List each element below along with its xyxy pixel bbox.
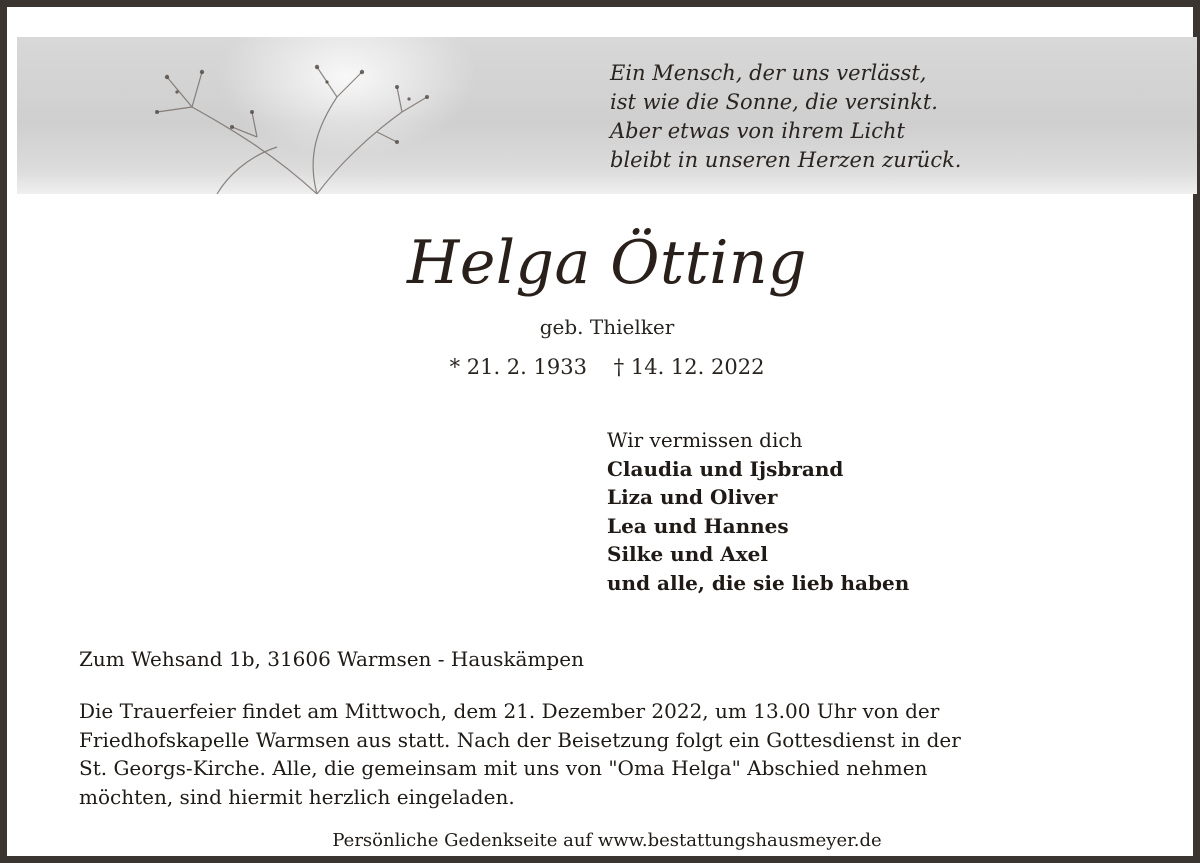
poem-line: bleibt in unseren Herzen zurück. xyxy=(610,148,962,172)
service-line: möchten, sind hiermit herzlich eingeladen. xyxy=(79,784,515,809)
family-intro: Wir vermissen dich xyxy=(607,428,803,452)
family-member: Silke und Axel xyxy=(607,542,768,566)
maiden-name: geb. Thielker xyxy=(539,315,675,339)
poem-line: Aber etwas von ihrem Licht xyxy=(610,119,905,143)
poem-line: Ein Mensch, der uns verlässt, xyxy=(610,61,927,85)
family-member: und alle, die sie lieb haben xyxy=(607,570,910,595)
deceased-name: Helga Ötting xyxy=(407,228,807,298)
poem-line: ist wie die Sonne, die versinkt. xyxy=(610,90,938,114)
family-member: Claudia und Ijsbrand xyxy=(607,456,844,481)
memorial-poem xyxy=(610,59,961,175)
family-signatures xyxy=(607,426,909,597)
service-line: Friedhofskapelle Warmsen aus statt. Nach der Beisetzung folgt ein Gottesdienst in der xyxy=(79,727,961,752)
memorial-website-link[interactable]: Persönliche Gedenkseite auf www.bestattungshausmeyer.de xyxy=(332,830,882,851)
family-member: Lea und Hannes xyxy=(607,513,789,538)
mourning-address: Zum Wehsand 1b, 31606 Warmsen - Hauskämpen xyxy=(79,647,584,671)
family-member: Liza und Oliver xyxy=(607,485,778,509)
dried-flower-branch-illustration xyxy=(17,37,637,194)
service-line: Die Trauerfeier findet am Mittwoch, dem 21. Dezember 2022, um 13.00 Uhr von der xyxy=(79,699,940,723)
funeral-service-notice xyxy=(79,697,1139,811)
birth-death-dates: * 21. 2. 1933 † 14. 12. 2022 xyxy=(449,355,765,379)
header-banner-image xyxy=(17,37,1197,194)
service-line: St. Georgs-Kirche. Alle, die gemeinsam mit uns von "Oma Helga" Abschied nehmen xyxy=(79,756,928,780)
